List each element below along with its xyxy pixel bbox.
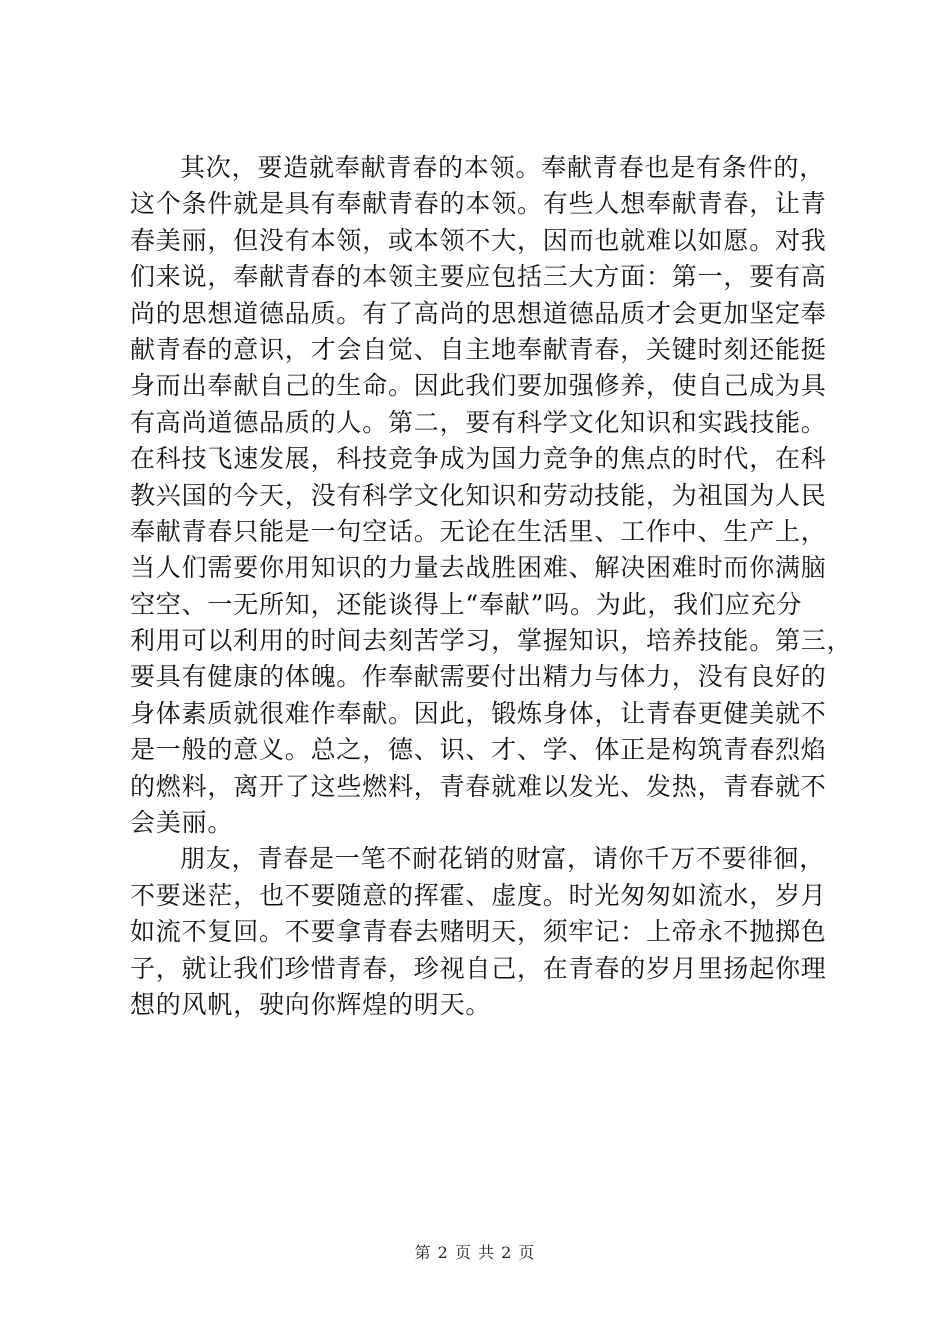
text-line: 当人们需要你用知识的力量去战胜困难、解决困难时而你满脑 bbox=[130, 553, 827, 583]
text-line: 想的风帆，驶向你辉煌的明天。 bbox=[130, 989, 492, 1019]
text-line: 这个条件就是具有奉献青春的本领。有些人想奉献青春，让青 bbox=[130, 189, 827, 219]
page-number-label: 第 2 页 共 2 页 bbox=[414, 1243, 536, 1262]
body-text bbox=[130, 150, 853, 1023]
text-line: 身体素质就很难作奉献。因此，锻炼身体，让青春更健美就不 bbox=[130, 698, 827, 728]
paragraph-2 bbox=[130, 841, 830, 1023]
text-line: 是一般的意义。总之，德、识、才、学、体正是构筑青春烈焰 bbox=[130, 735, 827, 765]
text-line: 奉献青春只能是一句空话。无论在生活里、工作中、生产上， bbox=[130, 516, 827, 546]
page-footer bbox=[0, 1240, 950, 1263]
text-line: 利用可以利用的时间去刻苦学习，掌握知识，培养技能。第三， bbox=[130, 626, 853, 656]
text-line: 身而出奉献自己的生命。因此我们要加强修养，使自己成为具 bbox=[130, 371, 827, 401]
text-line: 们来说，奉献青春的本领主要应包括三大方面：第一，要有高 bbox=[130, 262, 827, 292]
text-line: 尚的思想道德品质。有了高尚的思想道德品质才会更加坚定奉 bbox=[130, 298, 827, 328]
text-line: 如流不复回。不要拿青春去赌明天，须牢记：上帝永不抛掷色 bbox=[130, 917, 827, 947]
text-line: 要具有健康的体魄。作奉献需要付出精力与体力，没有良好的 bbox=[130, 662, 827, 692]
text-line: 的燃料，离开了这些燃料，青春就难以发光、发热，青春就不 bbox=[130, 771, 827, 801]
text-line: 有高尚道德品质的人。第二，要有科学文化知识和实践技能。 bbox=[130, 407, 827, 437]
text-line: 献青春的意识，才会自觉、自主地奉献青春，关键时刻还能挺 bbox=[130, 334, 827, 364]
text-line: 其次，要造就奉献青春的本领。奉献青春也是有条件的， bbox=[180, 153, 826, 182]
text-line: 不要迷茫，也不要随意的挥霍、虚度。时光匆匆如流水，岁月 bbox=[130, 880, 827, 910]
text-line: 朋友，青春是一笔不耐花销的财富，请你千万不要徘徊， bbox=[180, 844, 826, 874]
paragraph-1 bbox=[130, 150, 853, 841]
text-line: 会美丽。 bbox=[130, 808, 234, 838]
text-line: 子，就让我们珍惜青春，珍视自己，在青春的岁月里扬起你理 bbox=[130, 953, 827, 983]
text-line: 春美丽，但没有本领，或本领不大，因而也就难以如愿。对我 bbox=[130, 225, 827, 255]
text-line: 空空、一无所知，还能谈得上“奉献”吗。为此，我们应充分 bbox=[130, 589, 803, 619]
text-line: 在科技飞速发展，科技竞争成为国力竞争的焦点的时代，在科 bbox=[130, 444, 827, 474]
text-line: 教兴国的今天，没有科学文化知识和劳动技能，为祖国为人民 bbox=[130, 480, 827, 510]
